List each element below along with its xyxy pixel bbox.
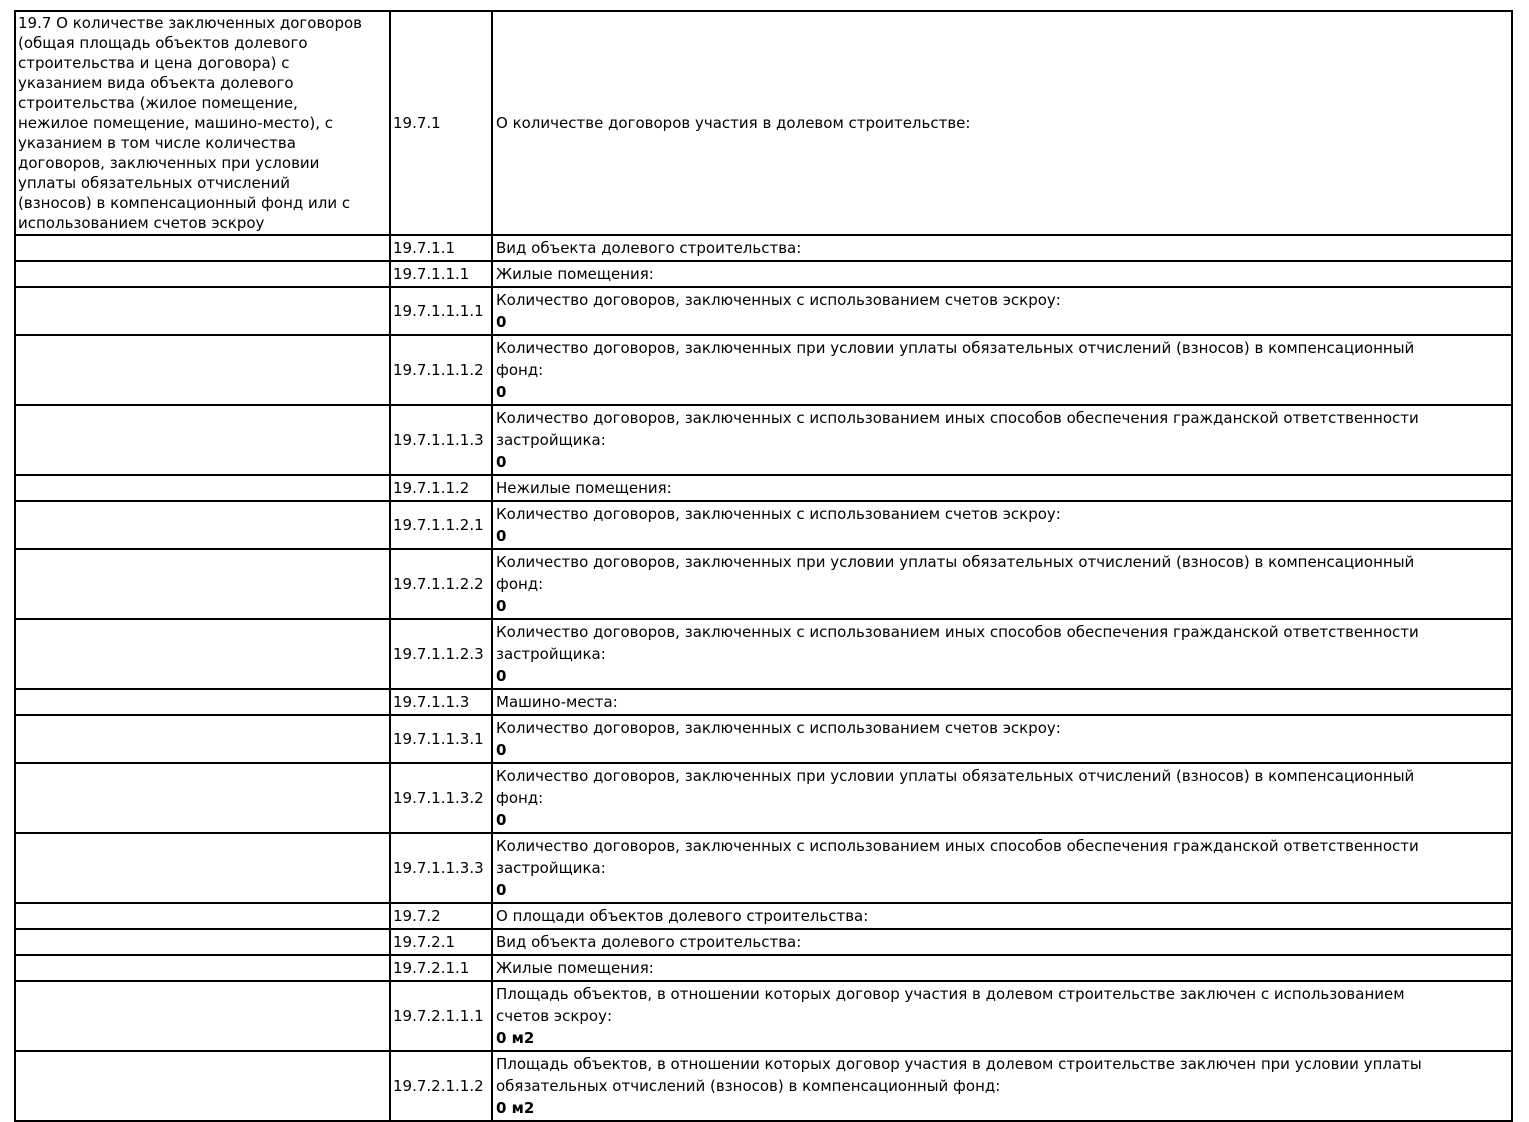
- item-content-cell: [492, 619, 1512, 689]
- section-description-line: договоров, заключенных при условии: [18, 154, 320, 172]
- item-label: О площади объектов долевого строительства:: [496, 907, 869, 925]
- section-description-line: указанием в том числе количества: [18, 134, 296, 152]
- item-number-cell: 19.7.1: [390, 11, 492, 235]
- item-label: Количество договоров, заключенных при условии уплаты обязательных отчислений (взносов) в компенсационный: [496, 553, 1415, 571]
- item-label: Вид объекта долевого строительства:: [496, 239, 802, 257]
- empty-description-cell: [15, 981, 390, 1051]
- item-label: Количество договоров, заключенных при условии уплаты обязательных отчислений (взносов) в компенсационный: [496, 339, 1415, 357]
- table-row: [15, 235, 1512, 261]
- declaration-table: [14, 10, 1513, 1122]
- item-value: 0 м2: [496, 1029, 535, 1047]
- item-label: Машино-места:: [496, 693, 618, 711]
- empty-description-cell: [15, 619, 390, 689]
- item-number-cell: 19.7.1.1.1.1: [390, 287, 492, 335]
- item-content-cell: [492, 549, 1512, 619]
- table-row: [15, 981, 1512, 1051]
- item-label: О количестве договоров участия в долевом строительстве:: [496, 114, 971, 132]
- item-content-cell: [492, 475, 1512, 501]
- item-content-cell: [492, 763, 1512, 833]
- section-description-line: уплаты обязательных отчислений: [18, 174, 291, 192]
- empty-description-cell: [15, 549, 390, 619]
- table-row: [15, 903, 1512, 929]
- table-row: [15, 261, 1512, 287]
- item-label: застройщика:: [496, 859, 606, 877]
- item-number-cell: 19.7.1.1.2.2: [390, 549, 492, 619]
- empty-description-cell: [15, 287, 390, 335]
- empty-description-cell: [15, 1051, 390, 1121]
- section-description-line: строительства и цена договора) с: [18, 54, 290, 72]
- section-description-line: 19.7 О количестве заключенных договоров: [18, 14, 363, 32]
- section-description-cell: [15, 11, 390, 235]
- table-row: [15, 715, 1512, 763]
- item-number-cell: 19.7.1.1.2.3: [390, 619, 492, 689]
- empty-description-cell: [15, 261, 390, 287]
- section-description-line: использованием счетов эскроу: [18, 214, 265, 232]
- item-value: 0: [496, 383, 507, 401]
- table-row: [15, 549, 1512, 619]
- item-label: застройщика:: [496, 431, 606, 449]
- item-value: 0: [496, 597, 507, 615]
- empty-description-cell: [15, 715, 390, 763]
- section-description-line: нежилое помещение, машино-место), с: [18, 114, 333, 132]
- item-label: счетов эскроу:: [496, 1007, 613, 1025]
- empty-description-cell: [15, 475, 390, 501]
- item-value: 0: [496, 313, 507, 331]
- item-label: фонд:: [496, 789, 544, 807]
- item-number-cell: 19.7.2.1.1: [390, 955, 492, 981]
- item-number-cell: 19.7.2.1.1.2: [390, 1051, 492, 1121]
- empty-description-cell: [15, 833, 390, 903]
- empty-description-cell: [15, 903, 390, 929]
- item-content-cell: [492, 833, 1512, 903]
- item-label: Количество договоров, заключенных с использованием иных способов обеспечения гражданской ответственности: [496, 409, 1419, 427]
- table-row: [15, 833, 1512, 903]
- item-content-cell: [492, 501, 1512, 549]
- item-content-cell: [492, 405, 1512, 475]
- item-number-cell: 19.7.1.1.1.2: [390, 335, 492, 405]
- empty-description-cell: [15, 335, 390, 405]
- item-content-cell: [492, 235, 1512, 261]
- item-label: Площадь объектов, в отношении которых договор участия в долевом строительстве заключен при условии уплаты: [496, 1055, 1422, 1073]
- item-label: Количество договоров, заключенных с использованием счетов эскроу:: [496, 505, 1061, 523]
- empty-description-cell: [15, 689, 390, 715]
- table-row: [15, 1051, 1512, 1121]
- item-number-cell: 19.7.1.1.2: [390, 475, 492, 501]
- item-content-cell: [492, 287, 1512, 335]
- table-row: [15, 929, 1512, 955]
- section-description-line: строительства (жилое помещение,: [18, 94, 298, 112]
- item-value: 0: [496, 453, 507, 471]
- item-number-cell: 19.7.1.1: [390, 235, 492, 261]
- item-value: 0: [496, 741, 507, 759]
- item-content-cell: [492, 929, 1512, 955]
- item-value: 0: [496, 527, 507, 545]
- section-description-line: (общая площадь объектов долевого: [18, 34, 308, 52]
- empty-description-cell: [15, 929, 390, 955]
- table-row: [15, 763, 1512, 833]
- item-label: обязательных отчислений (взносов) в компенсационный фонд:: [496, 1077, 1001, 1095]
- item-content-cell: [492, 1051, 1512, 1121]
- item-label: Количество договоров, заключенных с использованием счетов эскроу:: [496, 291, 1061, 309]
- item-content-cell: [492, 689, 1512, 715]
- item-number-cell: 19.7.2.1.1.1: [390, 981, 492, 1051]
- item-label: застройщика:: [496, 645, 606, 663]
- item-content-cell: [492, 903, 1512, 929]
- empty-description-cell: [15, 405, 390, 475]
- item-content-cell: [492, 981, 1512, 1051]
- item-label: фонд:: [496, 575, 544, 593]
- table-row: [15, 287, 1512, 335]
- table-row: [15, 405, 1512, 475]
- item-content-cell: [492, 261, 1512, 287]
- item-label: Нежилые помещения:: [496, 479, 672, 497]
- item-label: Количество договоров, заключенных с использованием иных способов обеспечения гражданской ответственности: [496, 837, 1419, 855]
- empty-description-cell: [15, 501, 390, 549]
- item-number-cell: 19.7.1.1.3.1: [390, 715, 492, 763]
- item-label: фонд:: [496, 361, 544, 379]
- item-number-cell: 19.7.2.1: [390, 929, 492, 955]
- item-label: Количество договоров, заключенных с использованием счетов эскроу:: [496, 719, 1061, 737]
- table-row: [15, 955, 1512, 981]
- item-content-cell: [492, 715, 1512, 763]
- section-description-line: (взносов) в компенсационный фонд или с: [18, 194, 351, 212]
- item-number-cell: 19.7.1.1.1.3: [390, 405, 492, 475]
- empty-description-cell: [15, 955, 390, 981]
- declaration-table-body: [15, 11, 1512, 1121]
- item-value: 0: [496, 667, 507, 685]
- empty-description-cell: [15, 763, 390, 833]
- item-label: Вид объекта долевого строительства:: [496, 933, 802, 951]
- item-label: Площадь объектов, в отношении которых договор участия в долевом строительстве заключен с использованием: [496, 985, 1405, 1003]
- table-row: [15, 335, 1512, 405]
- empty-description-cell: [15, 235, 390, 261]
- table-row: [15, 689, 1512, 715]
- item-number-cell: 19.7.1.1.3: [390, 689, 492, 715]
- item-content-cell: [492, 335, 1512, 405]
- table-row: [15, 475, 1512, 501]
- table-row: [15, 501, 1512, 549]
- item-content-cell: [492, 955, 1512, 981]
- item-label: Жилые помещения:: [496, 959, 654, 977]
- item-number-cell: 19.7.1.1.3.2: [390, 763, 492, 833]
- item-number-cell: 19.7.2: [390, 903, 492, 929]
- item-value: 0 м2: [496, 1099, 535, 1117]
- item-number-cell: 19.7.1.1.1: [390, 261, 492, 287]
- section-description-line: указанием вида объекта долевого: [18, 74, 294, 92]
- item-number-cell: 19.7.1.1.3.3: [390, 833, 492, 903]
- item-number-cell: 19.7.1.1.2.1: [390, 501, 492, 549]
- table-row: [15, 619, 1512, 689]
- item-label: Жилые помещения:: [496, 265, 654, 283]
- table-row: [15, 11, 1512, 235]
- item-value: 0: [496, 811, 507, 829]
- item-label: Количество договоров, заключенных с использованием иных способов обеспечения гражданской ответственности: [496, 623, 1419, 641]
- item-content-cell: [492, 11, 1512, 235]
- item-label: Количество договоров, заключенных при условии уплаты обязательных отчислений (взносов) в компенсационный: [496, 767, 1415, 785]
- item-value: 0: [496, 881, 507, 899]
